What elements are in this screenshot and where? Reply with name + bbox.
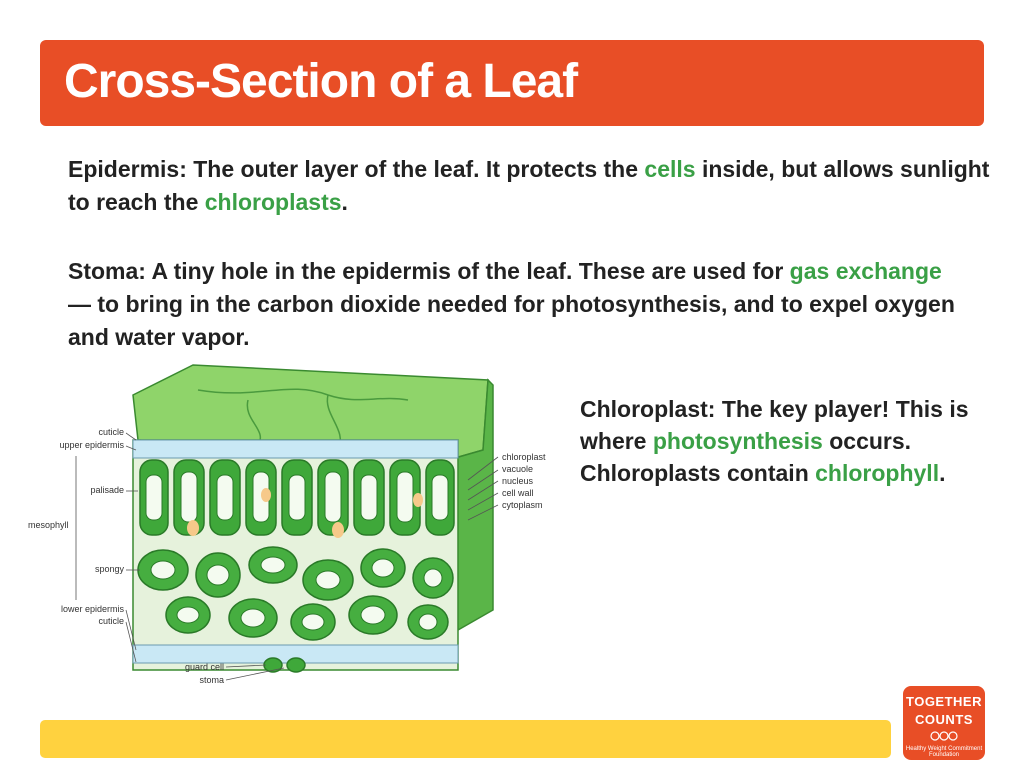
photosynthesis-highlight: photosynthesis [652,428,823,454]
page-title: Cross-Section of a Leaf [64,55,578,108]
people-icon [929,730,959,742]
label-palisade: palisade [90,485,124,495]
gas-exchange-highlight: gas exchange [789,258,942,284]
stoma-text-1: Stoma: A tiny hole in the epidermis of the leaf. These are used for [68,258,790,284]
footer-bar [40,720,891,758]
epidermis-text-2: inside, but allows sunlight to reach the [68,156,990,215]
epidermis-text-1: Epidermis: The outer layer of the leaf. It protects the [68,156,645,182]
chlorophyll-highlight: chlorophyll [815,460,940,486]
label-chloroplast: chloroplast [502,452,546,462]
chloroplast-text-2: occurs. Chloroplasts contain [580,428,912,486]
stoma-paragraph [68,255,968,354]
logo-line-2: COUNTS [915,712,973,727]
stoma-text-2: — to bring in the carbon dioxide needed for photosynthesis, and to expel oxygen and water vapor. [68,291,955,350]
label-cuticle-top: cuticle [98,427,124,437]
epidermis-paragraph [68,153,998,219]
label-mesophyll: mesophyll [28,520,69,530]
label-stoma: stoma [199,675,224,685]
cells-highlight: cells [644,156,696,182]
label-cuticle-bottom: cuticle [98,616,124,626]
palisade-vacuoles [146,472,448,522]
chloroplast-text-1: Chloroplast: The key player! This is where [580,396,969,454]
chloroplast-paragraph [580,393,1000,489]
label-nucleus: nucleus [502,476,534,486]
leaf-cross-section-diagram [28,360,558,690]
logo-line-1: TOGETHER [906,694,982,709]
label-lower-epidermis: lower epidermis [60,604,124,614]
upper-epidermis-band [133,440,458,458]
chloroplast-text-3: . [939,460,946,486]
epidermis-text-3: . [341,189,348,215]
title-bar [40,40,984,126]
label-cytoplasm: cytoplasm [502,500,543,510]
chloroplasts-highlight: chloroplasts [204,189,342,215]
label-vacuole: vacuole [502,464,534,474]
label-guard-cell: guard cell [184,662,224,672]
logo-subtext: Healthy Weight Commitment Foundation [905,746,983,758]
label-upper-epidermis: upper epidermis [59,440,124,450]
label-cell-wall: cell wall [502,488,534,498]
together-counts-logo [903,686,985,760]
label-spongy: spongy [94,564,124,574]
